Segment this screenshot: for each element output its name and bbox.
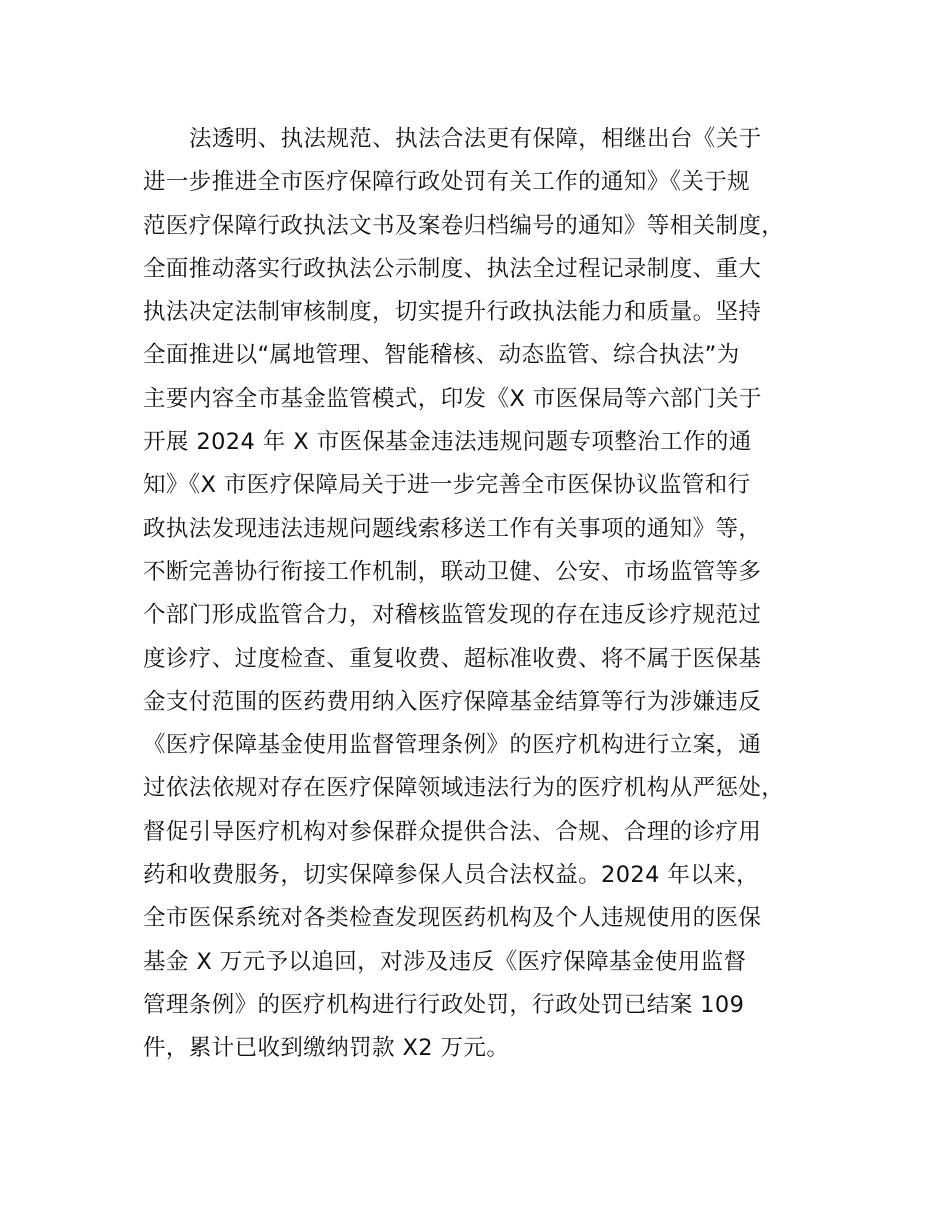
paragraph-line: 个部门形成监管合力，对稽核监管发现的存在违反诊疗规范过 xyxy=(143,602,762,629)
paragraph-line: 金支付范围的医药费用纳入医疗保障基金结算等行为涉嫌违反 xyxy=(143,688,762,715)
paragraph-line: 进一步推进全市医疗保障行政处罚有关工作的通知》《关于规 xyxy=(143,169,751,196)
body-paragraph xyxy=(143,118,843,1071)
paragraph-line: 法透明、执法规范、执法合法更有保障，相继出台《关于 xyxy=(189,126,762,152)
paragraph-line: 开展 2024 年 X 市医保基金违法违规问题专项整治工作的通 xyxy=(143,429,752,456)
paragraph-line: 药和收费服务，切实保障参保人员合法权益。2024 年以来， xyxy=(143,862,760,889)
paragraph-line: 过依法依规对存在医疗保障领域违法行为的医疗机构从严惩处， xyxy=(143,775,785,802)
paragraph-line: 全市医保系统对各类检查发现医药机构及个人违规使用的医保 xyxy=(143,905,762,932)
paragraph-line: 基金 X 万元予以追回，对涉及违反《医疗保障基金使用监督 xyxy=(143,948,747,975)
paragraph-line: 范医疗保障行政执法文书及案卷归档编号的通知》等相关制度， xyxy=(143,212,785,239)
paragraph-line: 政执法发现违法违规问题线索移送工作有关事项的通知》等， xyxy=(143,515,762,542)
paragraph-line: 管理条例》的医疗机构进行行政处罚，行政处罚已结案 109 xyxy=(143,991,745,1018)
paragraph-line: 执法决定法制审核制度，切实提升行政执法能力和质量。坚持 xyxy=(143,299,762,326)
paragraph-line: 全面推动落实行政执法公示制度、执法全过程记录制度、重大 xyxy=(143,255,762,282)
paragraph-line: 知》《X 市医疗保障局关于进一步完善全市医保协议监管和行 xyxy=(143,472,751,499)
paragraph-line: 主要内容全市基金监管模式，印发《X 市医保局等六部门关于 xyxy=(143,385,762,412)
paragraph-line: 《医疗保障基金使用监督管理条例》的医疗机构进行立案，通 xyxy=(143,732,762,759)
paragraph-line: 全面推进以“属地管理、智能稽核、动态监管、综合执法”为 xyxy=(143,342,740,369)
paragraph-line: 度诊疗、过度检查、重复收费、超标准收费、将不属于医保基 xyxy=(143,645,762,672)
paragraph-line: 不断完善协行衔接工作机制，联动卫健、公安、市场监管等多 xyxy=(143,558,762,585)
paragraph-line: 督促引导医疗机构对参保群众提供合法、合规、合理的诊疗用 xyxy=(143,818,762,845)
paragraph-line: 件，累计已收到缴纳罚款 X2 万元。 xyxy=(143,1035,510,1062)
